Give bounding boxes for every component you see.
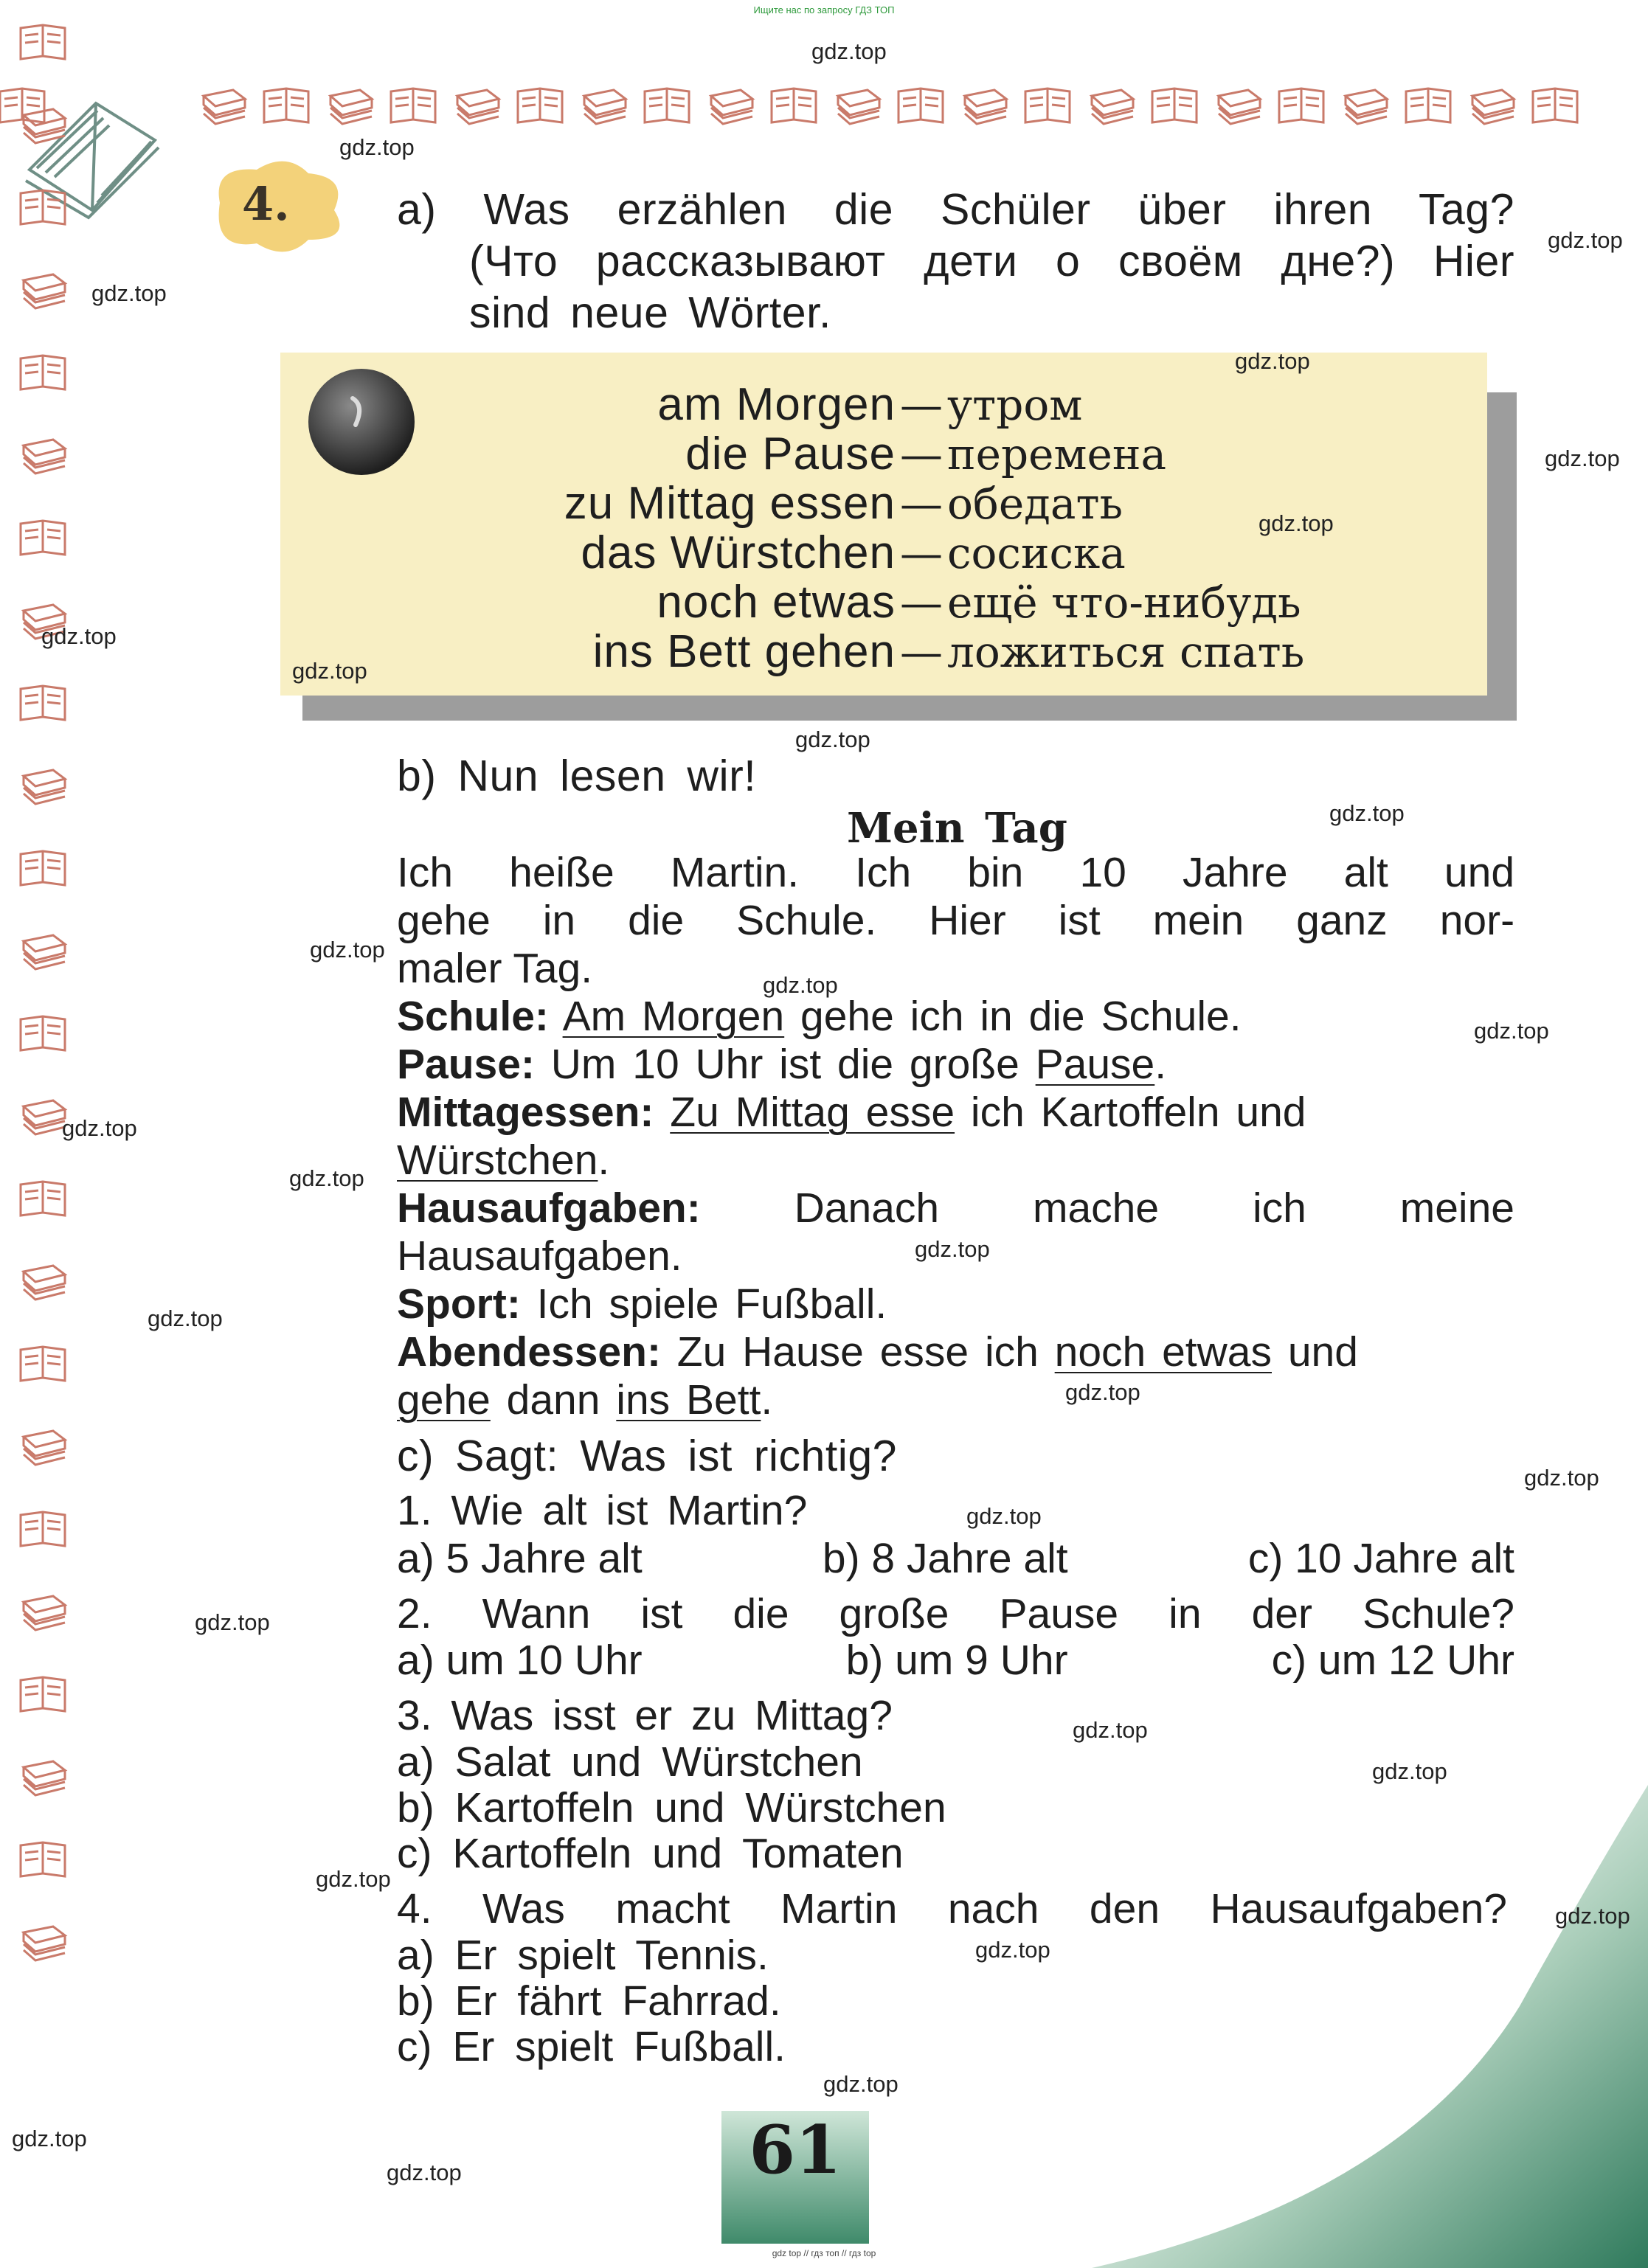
option: b) Er fährt Fahrrad. (397, 1977, 781, 2025)
watermark: gdz.top (975, 1937, 1050, 1963)
text-line-sport: Sport: Ich spiele Fußball. (397, 1280, 887, 1328)
book-icon (21, 1512, 65, 1546)
book-stack-icon (584, 90, 626, 124)
watermark: gdz.top (12, 2126, 87, 2151)
book-icon (899, 89, 943, 122)
option: a) 5 Jahre alt (397, 1535, 643, 1582)
watermark: gdz.top (1329, 800, 1405, 826)
watermark: gdz.top (310, 937, 385, 963)
book-icon (21, 25, 65, 59)
part-b-prompt: b) Nun lesen wir! (397, 752, 757, 800)
book-stack-icon (24, 1100, 65, 1134)
option: a) Er spielt Tennis. (397, 1932, 769, 1979)
book-stack-icon (24, 440, 65, 474)
part-a-line-2: (Что рассказывают дети о своём дне?) Hier (469, 237, 1514, 285)
text-line: Hausaufgaben. (397, 1232, 682, 1280)
left-icon-border (16, 22, 75, 1984)
watermark: gdz.top (289, 1165, 364, 1191)
watermark: gdz.top (1372, 1758, 1447, 1784)
pushpin-icon (302, 363, 420, 481)
book-stack-icon (711, 90, 752, 124)
book-icon (391, 89, 435, 122)
text-line-haus: Hausaufgaben: Danach mache ich meine (397, 1185, 1514, 1232)
question-4: 4. Was macht Martin nach den Hausaufgaben? (397, 1885, 1507, 1932)
book-icon (1533, 89, 1577, 122)
book-stack-icon (330, 90, 372, 124)
option: c) Kartoffeln und Tomaten (397, 1830, 904, 1877)
book-stack-icon (204, 90, 245, 124)
watermark: gdz.top (148, 1305, 223, 1331)
watermark: gdz.top (62, 1115, 137, 1141)
text-line: gehe in die Schule. Hier ist mein ganz nor- (397, 897, 1515, 944)
text-title: Mein Tag (847, 804, 1067, 853)
book-stack-icon (457, 90, 499, 124)
book-icon (21, 1182, 65, 1216)
book-stack-icon (24, 1266, 65, 1300)
vocab-row: die Pause — перемена (685, 429, 1167, 479)
watermark: gdz.top (91, 280, 167, 306)
watermark: gdz.top (1474, 1018, 1549, 1044)
book-icon (21, 686, 65, 720)
book-stack-icon (24, 109, 65, 143)
watermark: gdz.top (763, 972, 838, 998)
text-line-abend: Abendessen: Zu Hause esse ich noch etwas und (397, 1328, 1358, 1376)
book-stack-icon (1219, 90, 1260, 124)
watermark: gdz.top (316, 1866, 391, 1892)
book-stack-icon (24, 1431, 65, 1465)
book-icon (1279, 89, 1323, 122)
book-stack-icon (24, 1927, 65, 1960)
book-icon (21, 1842, 65, 1876)
watermark: gdz.top (795, 726, 870, 752)
question-1: 1. Wie alt ist Martin? (397, 1487, 808, 1534)
watermark: gdz.top (195, 1609, 270, 1635)
question-2-options (397, 1636, 1514, 1685)
header-note: Ищите нас по запросу ГДЗ ТОП (753, 4, 895, 15)
part-c-prompt: c) Sagt: Was ist richtig? (397, 1432, 897, 1480)
watermark: gdz.top (1235, 348, 1310, 374)
watermark: gdz.top (387, 2160, 462, 2185)
option: a) um 10 Uhr (397, 1637, 643, 1684)
text-line: Ich heiße Martin. Ich bin 10 Jahre alt und (397, 849, 1515, 896)
book-icon (1025, 89, 1070, 122)
book-icon (21, 1016, 65, 1050)
text-line-pause: Pause: Um 10 Uhr ist die große Pause. (397, 1041, 1167, 1088)
book-icon (21, 356, 65, 389)
option: b) 8 Jahre alt (822, 1535, 1068, 1582)
option: b) um 9 Uhr (845, 1637, 1068, 1684)
book-icon (21, 521, 65, 555)
text-line-mittag: Mittagessen: Zu Mittag esse ich Kartoffeln und (397, 1089, 1306, 1136)
part-a-line-1: a) Was erzählen die Schüler über ihren Tag? (397, 185, 1514, 234)
question-2: 2. Wann ist die große Pause in der Schule? (397, 1590, 1514, 1637)
option: b) Kartoffeln und Würstchen (397, 1784, 946, 1831)
watermark: gdz.top (41, 623, 117, 649)
book-icon (21, 1677, 65, 1711)
watermark: gdz.top (1258, 510, 1334, 536)
top-icon-border (0, 83, 1623, 131)
watermark: gdz.top (292, 658, 367, 684)
page-number: 61 (749, 2111, 842, 2189)
book-stack-icon (1346, 90, 1387, 124)
part-a-line-3: sind neue Wörter. (469, 288, 831, 337)
text-line-schule: Schule: Am Morgen gehe ich in die Schule. (397, 993, 1242, 1040)
footer-note: gdz top // гдз топ // гдз top (772, 2248, 876, 2258)
book-icon (21, 851, 65, 885)
option: a) Salat und Würstchen (397, 1738, 863, 1786)
vocab-row: zu Mittag essen — обедать (564, 478, 1124, 529)
book-icon (772, 89, 816, 122)
book-stack-icon (1472, 90, 1514, 124)
question-1-options (397, 1534, 1514, 1583)
watermark: gdz.top (1548, 227, 1623, 253)
book-icon (518, 89, 562, 122)
question-3: 3. Was isst er zu Mittag? (397, 1692, 893, 1739)
book-icon (264, 89, 308, 122)
option: c) um 12 Uhr (1271, 1637, 1514, 1684)
vocab-row: am Morgen — утром (657, 379, 1083, 430)
watermark: gdz.top (915, 1236, 990, 1262)
book-icon (1406, 89, 1450, 122)
watermark: gdz.top (1545, 445, 1620, 471)
book-icon (645, 89, 689, 122)
watermark: gdz.top (1555, 1903, 1630, 1929)
book-icon (1152, 89, 1197, 122)
corner-decoration (1092, 1785, 1648, 2268)
book-stack-icon (24, 1596, 65, 1630)
watermark: gdz.top (811, 38, 887, 64)
book-stack-icon (24, 935, 65, 969)
watermark: gdz.top (966, 1503, 1042, 1529)
vocab-row: noch etwas — ещё что-нибудь (657, 577, 1301, 628)
watermark: gdz.top (1065, 1379, 1140, 1405)
watermark: gdz.top (1073, 1717, 1148, 1743)
book-stack-icon (838, 90, 879, 124)
text-line: gehe dann ins Bett. (397, 1376, 773, 1423)
option: c) Er spielt Fußball. (397, 2023, 786, 2070)
book-stack-icon (965, 90, 1006, 124)
book-icon (21, 190, 65, 224)
book-stack-icon (24, 1761, 65, 1795)
watermark: gdz.top (823, 2071, 899, 2097)
book-stack-icon (24, 770, 65, 804)
book-stack-icon (24, 274, 65, 308)
book-stack-icon (1092, 90, 1133, 124)
vocab-row: das Würstchen — сосиска (581, 527, 1126, 578)
text-line: Würstchen. (397, 1137, 610, 1184)
watermark: gdz.top (339, 134, 415, 160)
book-icon (21, 1347, 65, 1381)
watermark: gdz.top (1524, 1465, 1599, 1491)
exercise-number: 4. (242, 177, 290, 231)
vocab-row: ins Bett gehen — ложиться спать (592, 626, 1305, 677)
option: c) 10 Jahre alt (1247, 1535, 1514, 1582)
text-line: maler Tag. (397, 945, 593, 992)
